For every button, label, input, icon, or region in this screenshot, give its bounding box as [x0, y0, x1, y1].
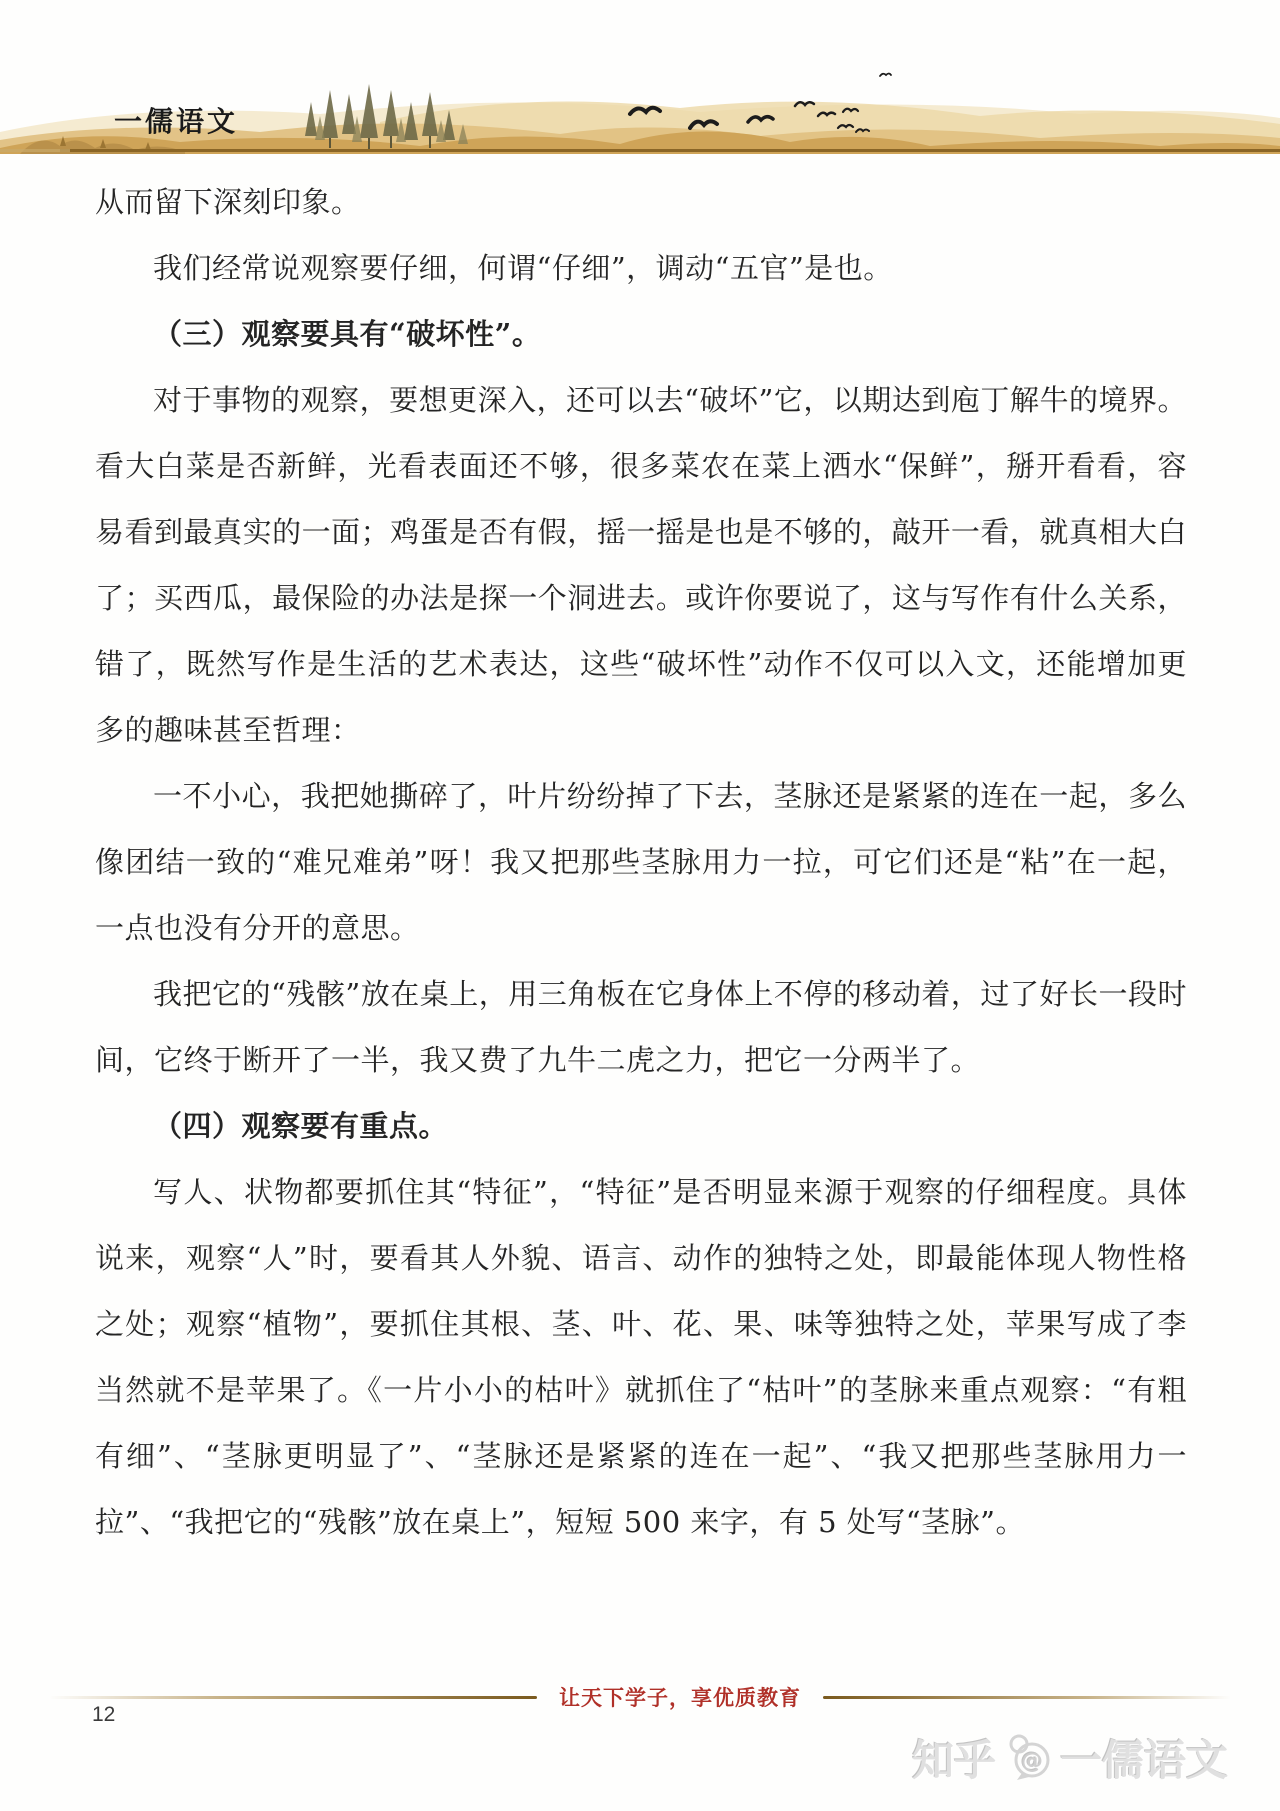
header-divider-line — [60, 149, 1280, 152]
paragraph: 一不小心，我把她撕碎了，叶片纷纷掉了下去，茎脉还是紧紧的连在一起，多么像团结一致的“难兄难弟”呀！我又把那些茎脉用力一拉，可它们还是“粘”在一起，一点也没有分开的意思。 — [95, 779, 1187, 945]
brand-logo: 一儒语文 — [114, 106, 239, 137]
paragraph-continuation: 从而留下深刻印象。 — [95, 185, 361, 219]
footer-divider-left — [49, 1696, 537, 1699]
watermark-handle: 一儒语文 — [1059, 1736, 1228, 1785]
page-number: 12 — [92, 1703, 116, 1726]
footer-slogan-row — [0, 1682, 1280, 1712]
zhihu-at-bubble-icon — [1002, 1734, 1054, 1782]
document-text — [95, 169, 1187, 1555]
paragraph: 我把它的“残骸”放在桌上，用三角板在它身体上不停的移动着，过了好长一段时间，它终于断开了一半，我又费了九牛二虎之力，把它一分两半了。 — [95, 977, 1187, 1077]
page-header — [0, 62, 1280, 154]
svg-text:@: @ — [1020, 1749, 1043, 1774]
footer-divider-right — [823, 1696, 1231, 1699]
paragraph: 写人、状物都要抓住其“特征”，“特征”是否明显来源于观察的仔细程度。具体说来，观察“人”时，要看其人外貌、语言、动作的独特之处，即最能体现人物性格之处；观察“植物”，要抓住其根、茎、叶、花、果、味等独特之处，苹果写成了李当然就不是苹果了。《一片小小的枯叶》就抓住了“枯叶”的茎脉来重点观察：“有粗有细”、“茎脉更明显了”、“茎脉还是紧紧的连在一起”、“我又把那些茎脉用力一拉”、“我把它的“残骸”放在桌上”，短短 500 来字，有 5 处写“茎脉”。 — [95, 1175, 1187, 1539]
section-heading-3: （三）观察要具有“破坏性”。 — [153, 317, 542, 351]
watermark-site: 知乎 — [911, 1736, 996, 1785]
paragraph: 对于事物的观察，要想更深入，还可以去“破坏”它，以期达到庖丁解牛的境界。看大白菜是否新鲜，光看表面还不够，很多菜农在菜上洒水“保鲜”，掰开看看，容易看到最真实的一面；鸡蛋是否有假，摇一摇是也是不够的，敲开一看，就真相大白了；买西瓜，最保险的办法是探一个洞进去。或许你要说了，这与写作有什么关系，错了，既然写作是生活的艺术表达，这些“破坏性”动作不仅可以入文，还能增加更多的趣味甚至哲理： — [95, 383, 1187, 747]
watermark — [912, 1728, 1228, 1788]
section-heading-4: （四）观察要有重点。 — [153, 1109, 449, 1143]
paragraph: 我们经常说观察要仔细，何谓“仔细”，调动“五官”是也。 — [153, 251, 893, 285]
footer-slogan: 让天下学子，享优质教育 — [559, 1687, 801, 1710]
